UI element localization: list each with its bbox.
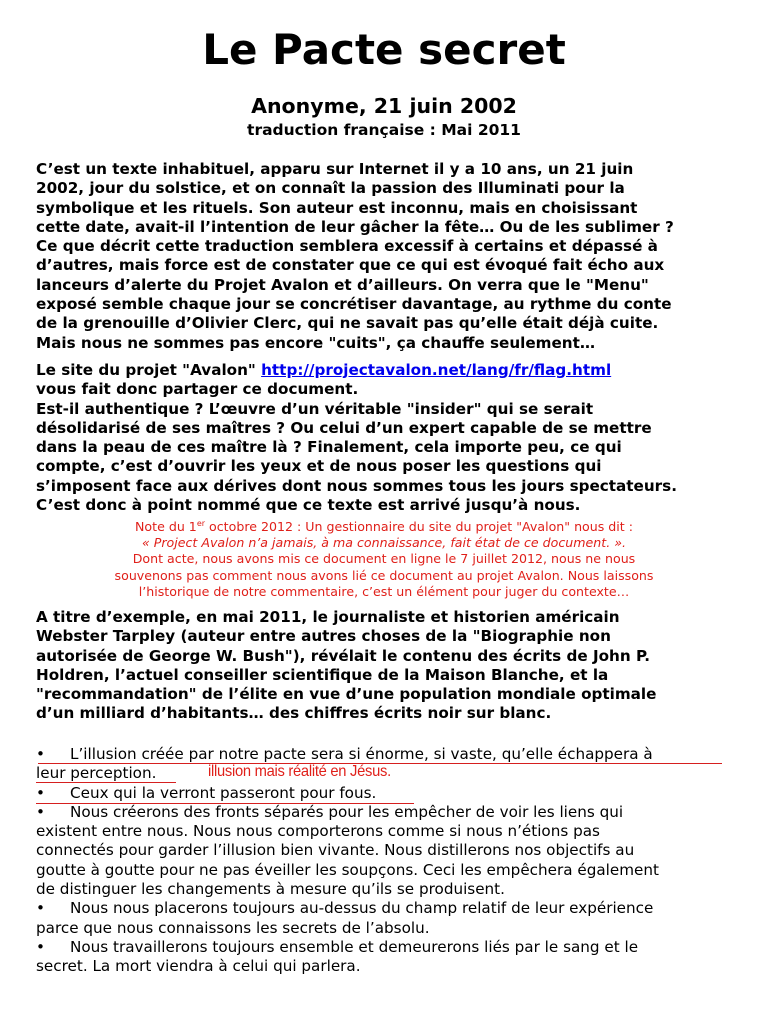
list-item-text: Nous nous placerons toujours au-dessus du champ relatif de leur expérience — [70, 899, 654, 918]
bullet-icon: • — [36, 783, 45, 802]
bullet-icon: • — [36, 802, 45, 821]
text-line: cette date, avait-il l’intention de leur gâcher la fête… Ou de les sublimer ? — [36, 217, 674, 236]
intro-paragraph — [36, 160, 752, 353]
avalon-link[interactable]: http://projectavalon.net/lang/fr/flag.html — [261, 361, 612, 379]
text-line: Holdren, l’actuel conseiller scientifique de la Maison Blanche, et la — [36, 665, 609, 684]
document-title: Le Pacte secret — [202, 25, 566, 74]
list-item-text: Nous travaillerons toujours ensemble et demeurerons liés par le sang et le — [70, 937, 639, 956]
text-line: Est-il authentique ? L’œuvre d’un véritable "insider" qui se serait — [36, 399, 594, 418]
example-paragraph — [36, 608, 752, 724]
text-line: autorisée de George W. Bush"), révélait le contenu des écrits de John P. — [36, 646, 651, 665]
note-line: « Project Avalon n’a jamais, à ma connaissance, fait état de ce document. ». — [141, 535, 626, 551]
translation-date: traduction française : Mai 2011 — [247, 121, 521, 139]
text-line: vous fait donc partager ce document. — [36, 380, 359, 399]
text-line: de la grenouille d’Olivier Clerc, qui ne savait pas qu’elle était déjà cuite. — [36, 314, 659, 333]
list-item-text: leur perception. — [36, 764, 157, 783]
note-line: l’historique de notre commentaire, c’est un élément pour juger du contexte… — [138, 583, 630, 599]
note-text: octobre 2012 : Un gestionnaire du site du projet "Avalon" nous dit : — [205, 519, 633, 534]
text-line: d’autres, mais force est de constater que ce qui est évoqué fait écho aux — [36, 256, 665, 275]
list-item-continuation: existent entre nous. Nous nous comporterons comme si nous n’étions pas — [36, 822, 600, 841]
text-line: symbolique et les rituels. Son auteur est inconnu, mais en choisissant — [36, 198, 638, 217]
bullet-icon: • — [36, 745, 45, 763]
text-line: compte, c’est d’ouvrir les yeux et de nous poser les questions qui — [36, 457, 602, 476]
text-line: "recommandation" de l’élite en vue d’une population mondiale optimale — [36, 685, 657, 704]
text-line: exposé semble chaque jour se concrétiser davantage, au rythme du conte — [36, 295, 672, 314]
text-line: d’un milliard d’habitants… des chiffres écrits noir sur blanc. — [36, 704, 552, 723]
text-line: dans la peau de ces maître là ? Finalement, cela importe peu, ce qui — [36, 438, 622, 457]
text-line: Webster Tarpley (auteur entre autres choses de la "Biographie non — [36, 627, 611, 646]
list-item-continuation: de distinguer les changements à mesure qu’ils se produisent. — [36, 880, 505, 899]
text-line: désolidarisé de ses maîtres ? Ou celui d’un expert capable de se mettre — [36, 418, 652, 437]
note-line — [30, 519, 738, 535]
list-item — [36, 803, 752, 822]
note-line: Dont acte, nous avons mis ce document en ligne le 7 juillet 2012, nous ne nous — [132, 551, 636, 567]
text-line: Mais nous ne sommes pas encore "cuits", ça chauffe seulement… — [36, 333, 596, 352]
text-line: Ce que décrit cette traduction semblera excessif à certains et dépassé à — [36, 237, 658, 256]
list-item — [36, 938, 752, 957]
text-line: s’imposent face aux dérives dont nous sommes tous les jours spectateurs. — [36, 476, 677, 495]
text-line — [36, 361, 752, 380]
list-item-continuation — [36, 764, 752, 783]
list-item-text: L’illusion créée par notre pacte sera si énorme, si vaste, qu’elle échappera à — [70, 745, 653, 763]
list-item-text: Ceux qui la verront passeront pour fous. — [70, 783, 377, 802]
list-item-continuation: secret. La mort viendra à celui qui parlera. — [36, 957, 361, 976]
document-subtitle: Anonyme, 21 juin 2002 — [251, 94, 517, 118]
list-item — [36, 899, 752, 918]
list-item-text: Nous créerons des fronts séparés pour les empêcher de voir les liens qui — [70, 802, 624, 821]
bullet-icon: • — [36, 899, 45, 918]
list-item — [36, 784, 752, 803]
list-item-continuation: goutte à goutte pour ne pas éveiller les soupçons. Ceci les empêchera également — [36, 860, 659, 879]
list-item — [36, 745, 752, 764]
site-prefix: Le site du projet "Avalon" — [36, 361, 262, 379]
text-line: lanceurs d’alerte du Projet Avalon et d’ailleurs. On verra que le "Menu" — [36, 275, 649, 294]
handwritten-annotation: illusion mais réalité en Jésus. — [208, 763, 391, 781]
list-item-continuation: connectés pour garder l’illusion bien vivante. Nous distillerons nos objectifs au — [36, 841, 635, 860]
text-line: C’est un texte inhabituel, apparu sur Internet il y a 10 ans, un 21 juin — [36, 160, 634, 178]
note-superscript: er — [196, 518, 206, 528]
note-line: souvenons pas comment nous avons lié ce document au projet Avalon. Nous laissons — [114, 567, 654, 583]
text-line: A titre d’exemple, en mai 2011, le journaliste et historien américain — [36, 608, 620, 626]
editor-note — [30, 519, 738, 600]
pact-bullet-list — [36, 745, 752, 977]
note-text: Note du 1 — [135, 519, 197, 534]
bullet-icon: • — [36, 937, 45, 956]
text-line: 2002, jour du solstice, et on connaît la passion des Illuminati pour la — [36, 179, 625, 198]
text-line: C’est donc à point nommé que ce texte est arrivé jusqu’à nous. — [36, 496, 581, 515]
avalon-paragraph — [36, 361, 752, 515]
list-item-continuation: parce que nous connaissons les secrets de l’absolu. — [36, 918, 430, 937]
